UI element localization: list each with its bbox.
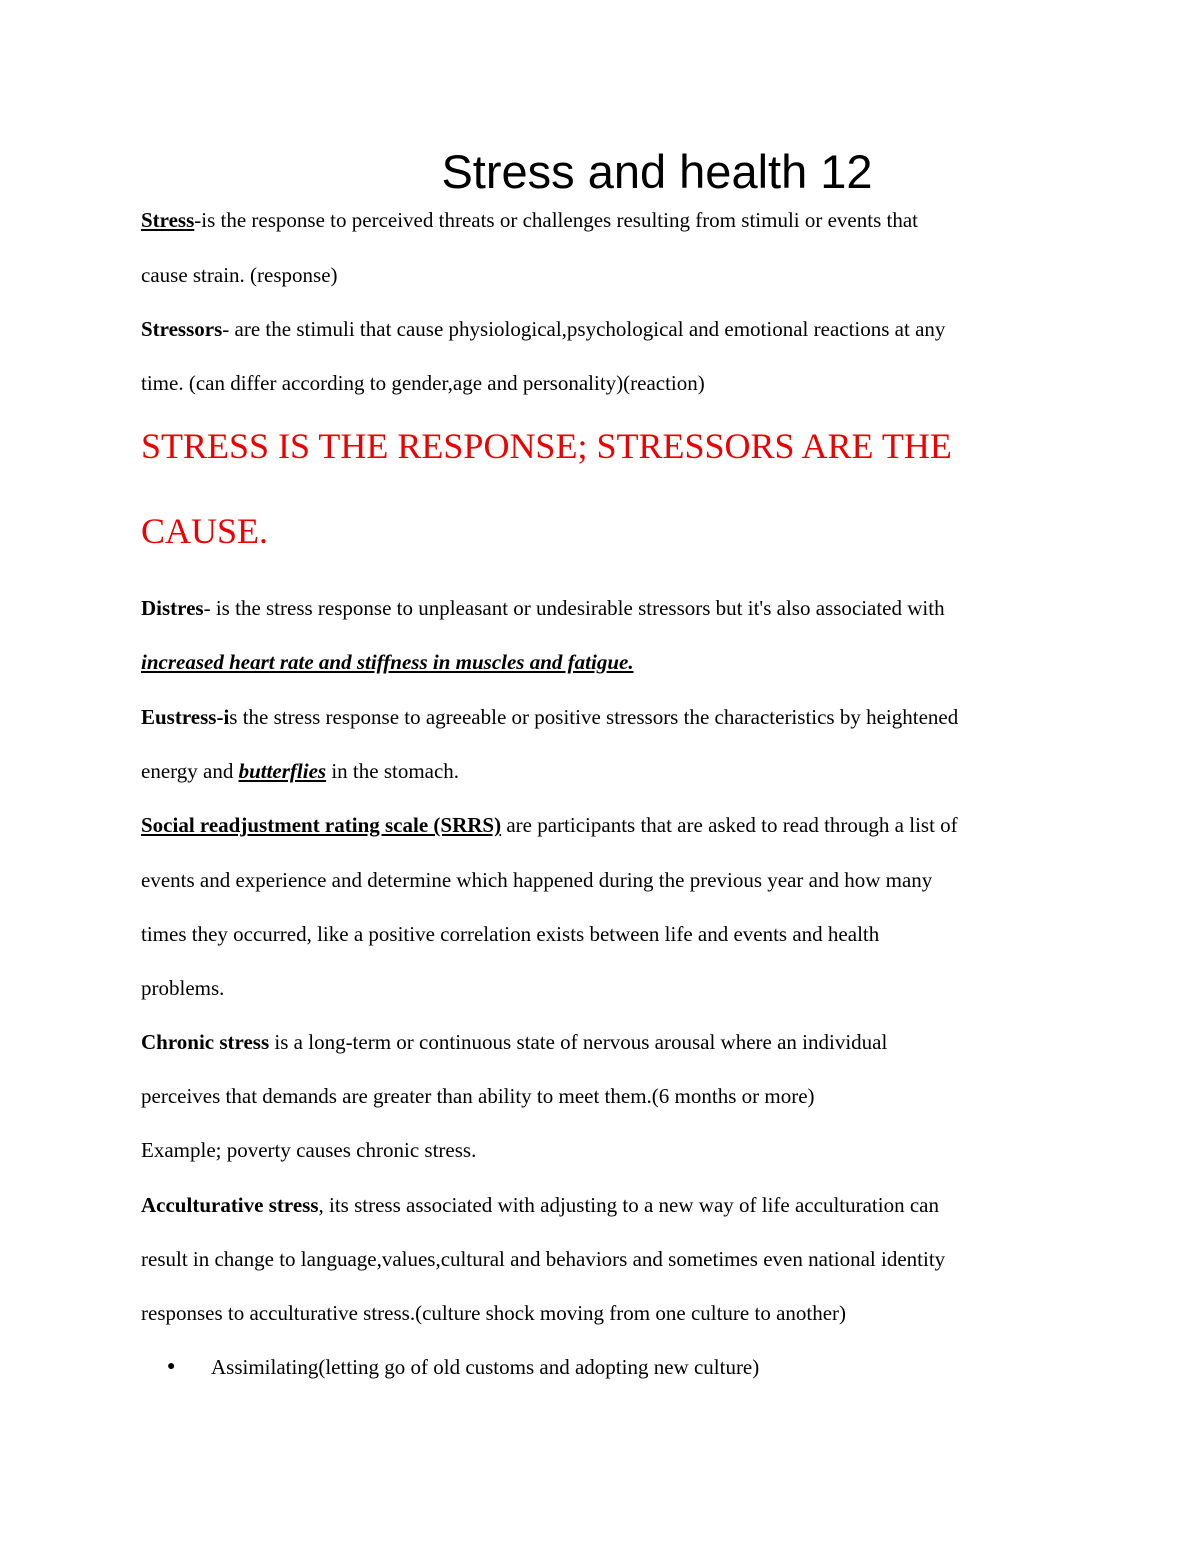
stress-definition-text: -is the response to perceived threats or challenges resulting from stimuli or events that (194, 208, 918, 232)
eustress-emphasis: butterflies (238, 759, 327, 783)
stressors-definition-text: - are the stimuli that cause physiological,psychological and emotional reactions at any (222, 317, 946, 341)
stress-definition-line-2: cause strain. (response) (141, 263, 338, 287)
acculturative-definition-line-3: responses to acculturative stress.(culture shock moving from one culture to another) (141, 1301, 847, 1325)
srrs-definition-line-4: problems. (141, 976, 225, 1000)
eustress-term: Eustress-i (141, 705, 230, 729)
distres-emphasis-line (141, 647, 1081, 677)
eustress-definition-line-1 (141, 702, 1081, 732)
eustress-definition-line-2 (141, 756, 1081, 786)
chronic-term: Chronic stress (141, 1030, 270, 1054)
page-title: Stress and health 12 (441, 145, 873, 198)
chronic-definition-line-2: perceives that demands are greater than ability to meet them.(6 months or more) (141, 1084, 815, 1108)
highlight-line-1: STRESS IS THE RESPONSE; STRESSORS ARE THE (141, 426, 952, 466)
srrs-term: Social readjustment rating scale (SRRS) (141, 813, 502, 837)
stressors-definition-line-1 (141, 314, 1081, 344)
chronic-definition-line-1 (141, 1027, 1081, 1057)
distres-definition-text: - is the stress response to unpleasant or undesirable stressors but it's also associated with (203, 596, 945, 620)
stress-definition-line-1 (141, 205, 1081, 235)
srrs-definition-text: are participants that are asked to read through a list of (501, 813, 958, 837)
acculturative-term: Acculturative stress (141, 1193, 319, 1217)
srrs-definition-line-2: events and experience and determine which happened during the previous year and how many (141, 868, 933, 892)
chronic-example: Example; poverty causes chronic stress. (141, 1138, 477, 1162)
eustress-definition-pre: energy and (141, 759, 239, 783)
srrs-definition-line-3: times they occurred, like a positive correlation exists between life and events and health (141, 922, 880, 946)
distres-emphasis: increased heart rate and stiffness in muscles and fatigue. (141, 650, 634, 674)
list-item: Assimilating(letting go of old customs and adopting new culture) (211, 1355, 760, 1379)
acculturative-definition-line-1 (141, 1190, 1081, 1220)
srrs-definition-line-1 (141, 810, 1081, 840)
stressors-term: Stressors (141, 317, 223, 341)
stressors-definition-line-2: time. (can differ according to gender,age and personality)(reaction) (141, 371, 705, 395)
acculturative-definition-text: , its stress associated with adjusting to a new way of life acculturation can (318, 1193, 939, 1217)
stress-term: Stress (141, 208, 195, 232)
bullet-dot-icon: ● (167, 1359, 176, 1374)
acculturative-definition-line-2: result in change to language,values,cultural and behaviors and sometimes even national identity (141, 1247, 946, 1271)
distres-term: Distres (141, 596, 204, 620)
chronic-definition-text: is a long-term or continuous state of nervous arousal where an individual (269, 1030, 888, 1054)
eustress-definition-post: in the stomach. (326, 759, 460, 783)
distres-definition-line-1 (141, 593, 1081, 623)
eustress-definition-text: s the stress response to agreeable or positive stressors the characteristics by heightened (229, 705, 959, 729)
highlight-line-2: CAUSE. (141, 511, 269, 551)
